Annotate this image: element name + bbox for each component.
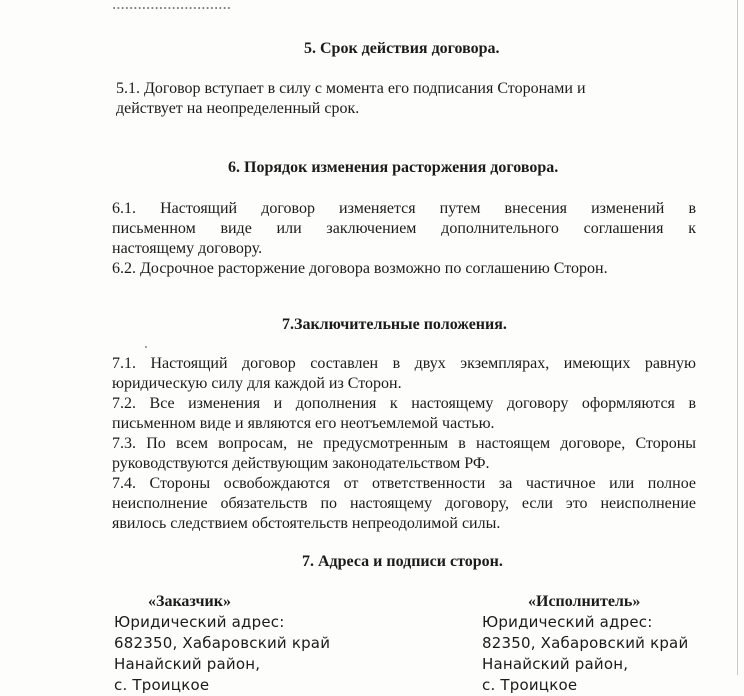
customer-block xyxy=(114,591,330,696)
clause-7-1-line-1: 7.1. Настоящий договор составлен в двух экземплярах, имеющих равную xyxy=(112,355,696,372)
executor-block xyxy=(482,591,688,696)
clause-7-3-line-2: руководствуются действующим законодательством РФ. xyxy=(112,455,490,472)
section-5-heading: 5. Срок действия договора. xyxy=(304,40,500,57)
executor-address-line-1: 82350, Хабаровский край xyxy=(482,634,689,652)
section-7-text xyxy=(112,354,696,534)
clause-7-2-line-1: 7.2. Все изменения и дополнения к настоящему договору оформляются в xyxy=(112,395,696,412)
customer-address-line-3: с. Троицкое xyxy=(114,676,210,694)
customer-address-line-1: 682350, Хабаровский край xyxy=(114,634,331,652)
clause-6-1-line-1: 6.1. Настоящий договор изменяется путем внесения изменений в xyxy=(112,200,696,217)
customer-title: «Заказчик» xyxy=(148,593,231,610)
section-7-heading: 7.Заключительные положения. xyxy=(282,316,507,333)
clause-7-4-line-1: 7.4. Стороны освобождаются от ответственности за частичное или полное xyxy=(112,475,696,492)
section-6-heading: 6. Порядок изменения расторжения договора. xyxy=(228,159,559,176)
executor-address-line-2: Нанайский район, xyxy=(482,655,629,673)
clause-6-1-line-3: настоящему договору. xyxy=(112,240,263,257)
clause-7-1-line-2: юридическую силу для каждой из Сторон. xyxy=(112,375,402,392)
clause-6-2: 6.2. Досрочное расторжение договора возможно по соглашению Сторон. xyxy=(112,260,608,277)
customer-address-label: Юридический адрес: xyxy=(114,613,285,631)
section-5-text xyxy=(116,79,636,119)
customer-address-line-2: Нанайский район, xyxy=(114,655,261,673)
executor-title: «Исполнитель» xyxy=(528,593,641,610)
clause-7-3-line-1: 7.3. По всем вопросам, не предусмотренным в настоящем договоре, Стороны xyxy=(112,435,696,452)
cut-off-text-line: ............................ xyxy=(112,0,231,13)
page-edge xyxy=(737,0,738,675)
scan-speck xyxy=(145,346,147,348)
clause-5-1-line-2: действует на неопределенный срок. xyxy=(116,100,360,117)
executor-address-label: Юридический адрес: xyxy=(482,613,653,631)
addresses-heading: 7. Адреса и подписи сторон. xyxy=(302,553,503,570)
clause-7-4-line-2: неисполнение обязательств по настоящему договору, если это неисполнение xyxy=(112,495,696,512)
clause-7-4-line-3: явилось следствием обстоятельств непреодолимой силы. xyxy=(112,515,501,532)
executor-address-line-3: с. Троицкое xyxy=(482,676,578,694)
clause-7-2-line-2: письменном виде и являются его неотъемлемой частью. xyxy=(112,415,495,432)
clause-6-1-line-2: письменном виде или заключением дополнительного соглашения к xyxy=(112,220,696,237)
section-6-text xyxy=(112,199,696,279)
clause-5-1-line-1: 5.1. Договор вступает в силу с момента его подписания Сторонами и xyxy=(116,80,586,97)
